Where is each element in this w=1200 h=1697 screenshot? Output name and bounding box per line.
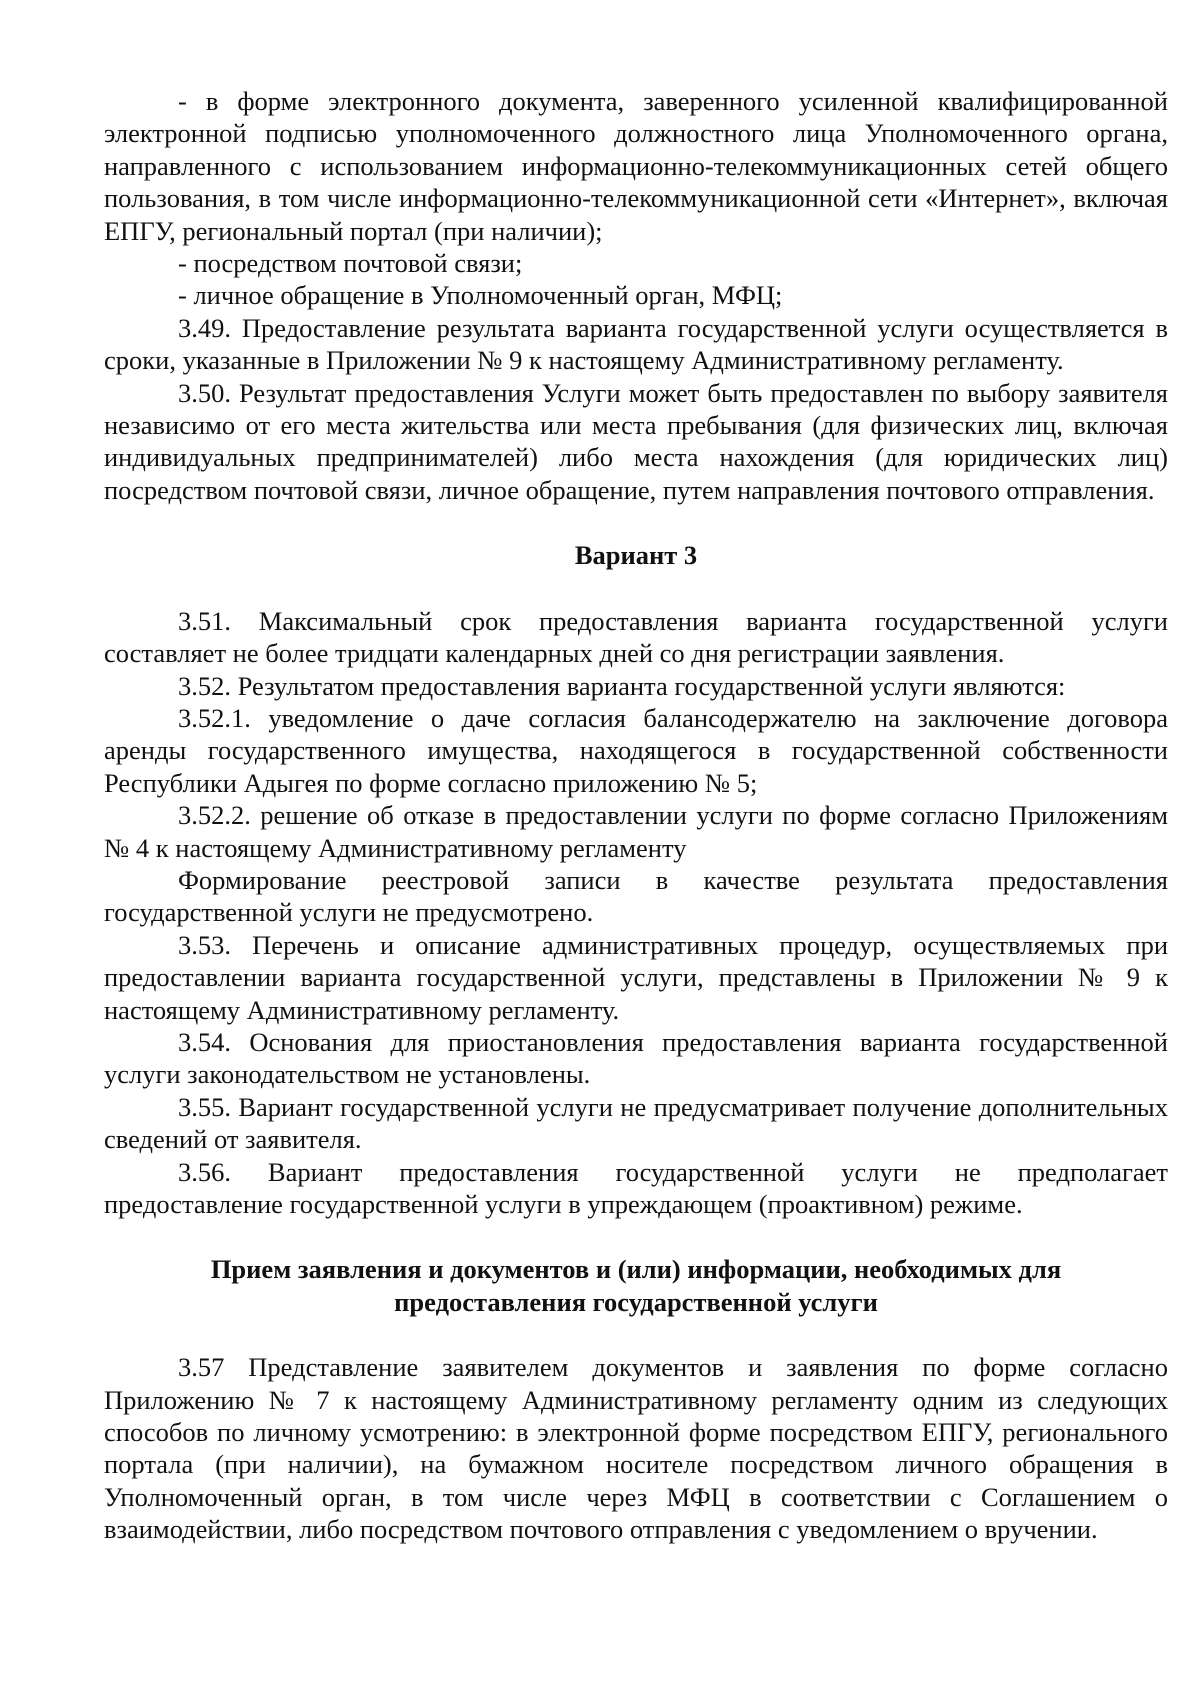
paragraph-3-52: 3.52. Результатом предоставления варианта государственной услуги являются: xyxy=(178,670,1066,701)
paragraph-3-55: 3.55. Вариант государственной услуги не предусматривает получение дополнительных сведений от заявителя. xyxy=(104,1091,1168,1155)
paragraph-3-51: 3.51. Максимальный срок предоставления варианта государственной услуги составляет не более тридцати календарных дней со дня регистрации заявления. xyxy=(104,605,1168,669)
paragraph-3-52-2: 3.52.2. решение об отказе в предоставлении услуги по форме согласно Приложениям № 4 к настоящему Административному регламенту xyxy=(104,800,1168,863)
paragraph-3-52-1: 3.52.1. уведомление о даче согласия балансодержателю на заключение договора аренды государственного имущества, находящегося в государственной собственности Республики Адыгея по форме согласно приложению № 5; xyxy=(104,702,1168,798)
document-page xyxy=(104,85,1168,1546)
paragraph-3-49: 3.49. Предоставление результата варианта государственной услуги осуществляется в сроки, указанные в Приложении № 9 к настоящему Административному регламенту. xyxy=(104,312,1168,376)
paragraph-3-53: 3.53. Перечень и описание административных процедур, осуществляемых при предоставлении варианта государственной услуги, представлены в Приложении № 9 к настоящему Административному регламенту. xyxy=(104,929,1168,1025)
paragraph-3-54: 3.54. Основания для приостановления предоставления варианта государственной услуги законодательством не установлены. xyxy=(104,1026,1168,1090)
paragraph-3-56: 3.56. Вариант предоставления государственной услуги не предполагает предоставление государственной услуги в упреждающем (проактивном) режиме. xyxy=(104,1156,1168,1219)
paragraph-3-57: 3.57 Представление заявителем документов и заявления по форме согласно Приложению № 7 к настоящему Административному регламенту одним из следующих способов по личному усмотрению: в электронной форме посредством ЕПГУ, регионального портала (при наличии), на бумажном носителе посредством личного обращения в Уполномоченный орган, в том числе через МФЦ в соответствии с Соглашением о взаимодействии, либо посредством почтового отправления с уведомлением о вручении. xyxy=(104,1352,1168,1545)
paragraph-registry-record: Формирование реестровой записи в качестве результата предоставления государственной услуги не предусмотрено. xyxy=(104,864,1168,928)
heading-variant-3: Вариант 3 xyxy=(574,540,698,571)
paragraph-3-50: 3.50. Результат предоставления Услуги может быть предоставлен по выбору заявителя независимо от его места жительства или места пребывания (для физических лиц, включая индивидуальных предпринимателей) либо места нахождения (для юридических лиц) посредством почтовой связи, личное обращение, путем направления почтового отправления. xyxy=(104,377,1168,505)
heading-application-intake: Прием заявления и документов и (или) информации, необходимых для предоставления государственной услуги xyxy=(210,1254,1062,1317)
paragraph-postal: - посредством почтовой связи; xyxy=(178,248,523,279)
paragraph-electronic-document: - в форме электронного документа, заверенного усиленной квалифицированной электронной подписью уполномоченного должностного лица Уполномоченного органа, направленного с использованием информационно-телекоммуникационных сетей общего пользования, в том числе информационно-телекоммуникационной сети «Интернет», включая ЕПГУ, региональный портал (при наличии); xyxy=(104,86,1168,246)
paragraph-personal-visit: - личное обращение в Уполномоченный орган, МФЦ; xyxy=(178,280,783,311)
